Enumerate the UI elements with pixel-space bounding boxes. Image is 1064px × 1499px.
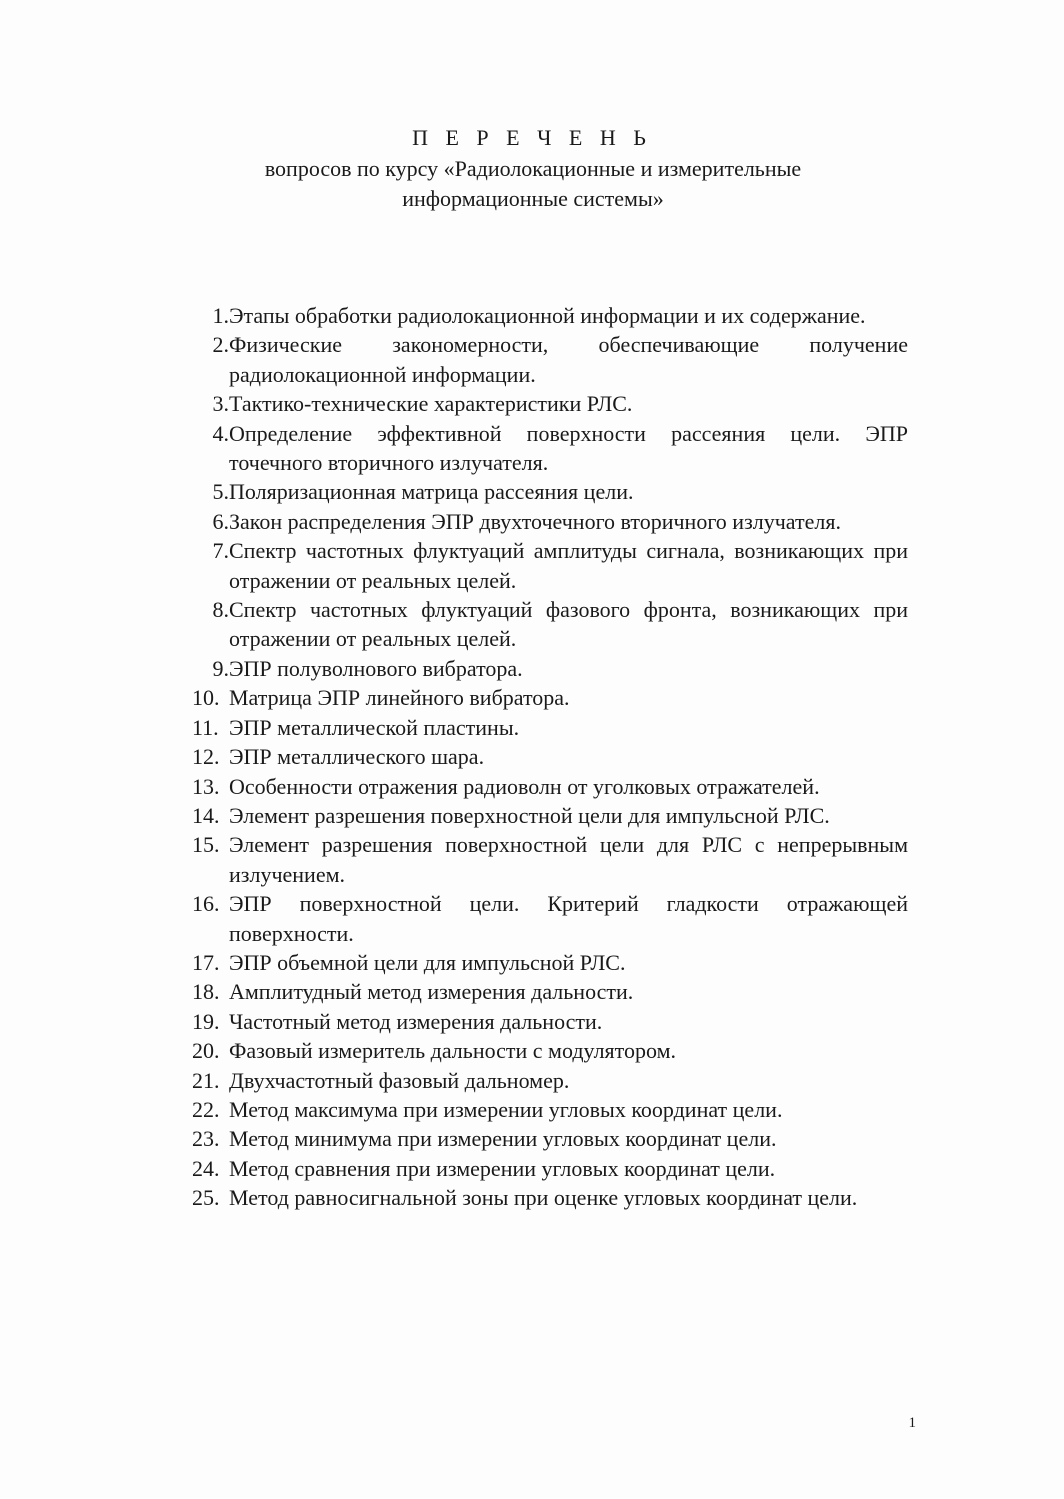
question-text: Тактико-технические характеристики РЛС. [229,391,633,417]
question-text: Определение эффективной поверхности рассеяния цели. ЭПР точечного вторичного излучателя. [229,420,908,476]
question-text: ЭПР полуволнового вибратора. [229,655,523,681]
document-subtitle: вопросов по курсу «Радиолокационные и измерительные информационные системы» [264,156,802,211]
question-number: 20. [192,1038,220,1064]
page-number: 1 [908,1415,916,1431]
question-number: 18. [192,979,220,1005]
document-title: П Е Р Е Ч Е Н Ь [412,125,652,150]
question-text: Частотный метод измерения дальности. [229,1008,603,1034]
question-text: Метод равносигнальной зоны при оценке угловых координат цели. [229,1185,858,1211]
question-text: ЭПР поверхностной цели. Критерий гладкости отражающей поверхности. [229,891,908,946]
question-number: 24. [192,1155,220,1181]
question-text: Метод сравнения при измерении угловых координат цели. [229,1155,776,1181]
question-item [192,1095,908,1124]
question-item [192,389,908,418]
question-text: ЭПР металлического шара. [229,744,485,770]
question-item [192,1124,908,1153]
question-text: Физические закономерности, обеспечивающие получение радиолокационной информации. [229,332,908,387]
question-item [192,801,908,830]
question-number: 9. [212,655,229,681]
question-list [192,301,908,1213]
question-number: 10. [192,685,220,711]
question-text: ЭПР металлической пластины. [229,714,520,740]
question-item [192,1036,908,1065]
question-text: Элемент разрешения поверхностной цели для РЛС с непрерывным излучением. [229,832,908,887]
question-number: 2. [212,332,229,358]
question-number: 25. [192,1185,220,1211]
question-number: 3. [212,391,229,417]
question-text: Поляризационная матрица рассеяния цели. [229,479,634,505]
question-text: Этапы обработки радиолокационной информации и их содержание. [229,303,866,328]
question-item [192,1066,908,1095]
question-number: 22. [192,1096,220,1122]
question-number: 21. [192,1067,220,1093]
question-text: Метод минимума при измерении угловых координат цели. [229,1126,777,1152]
question-item [192,654,908,683]
question-number: 6. [212,508,229,534]
question-number: 16. [192,891,220,917]
question-item [192,977,908,1006]
question-text: Двухчастотный фазовый дальномер. [229,1067,570,1093]
question-text: Метод максимума при измерении угловых координат цели. [229,1096,783,1122]
question-item [192,742,908,771]
question-item [192,507,908,536]
question-number: 4. [212,420,229,446]
question-number: 13. [192,773,220,799]
question-number: 12. [192,744,220,770]
question-number: 15. [192,832,220,858]
question-item [192,330,908,389]
question-number: 14. [192,802,220,828]
question-item [192,477,908,506]
question-text: Матрица ЭПР линейного вибратора. [229,685,570,711]
question-text: ЭПР объемной цели для импульсной РЛС. [229,949,626,975]
question-text: Спектр частотных флуктуаций амплитуды сигнала, возникающих при отражении от реальных целей. [229,538,908,593]
question-number: 11. [192,714,219,740]
question-number: 23. [192,1126,220,1152]
question-item [192,1154,908,1183]
question-item [192,1183,908,1212]
question-number: 8. [212,597,229,623]
question-item [192,683,908,712]
question-item [192,536,908,595]
question-text: Закон распределения ЭПР двухточечного вторичного излучателя. [229,508,841,534]
question-number: 19. [192,1008,220,1034]
question-item [192,1007,908,1036]
question-item [192,301,908,330]
question-text: Спектр частотных флуктуаций фазового фронта, возникающих при отражении от реальных целей. [229,597,908,652]
question-item [192,830,908,889]
question-number: 5. [212,479,229,505]
question-text: Элемент разрешения поверхностной цели для импульсной РЛС. [229,802,830,828]
question-number: 17. [192,949,220,975]
question-item [192,419,908,478]
question-text: Особенности отражения радиоволн от уголковых отражателей. [229,773,820,799]
question-number: 7. [212,538,229,564]
question-item [192,713,908,742]
question-text: Фазовый измеритель дальности с модулятором. [229,1038,676,1064]
question-text: Амплитудный метод измерения дальности. [229,979,634,1005]
question-item [192,889,908,948]
question-item [192,595,908,654]
question-item [192,772,908,801]
question-item [192,948,908,977]
question-number: 1. [212,303,229,328]
